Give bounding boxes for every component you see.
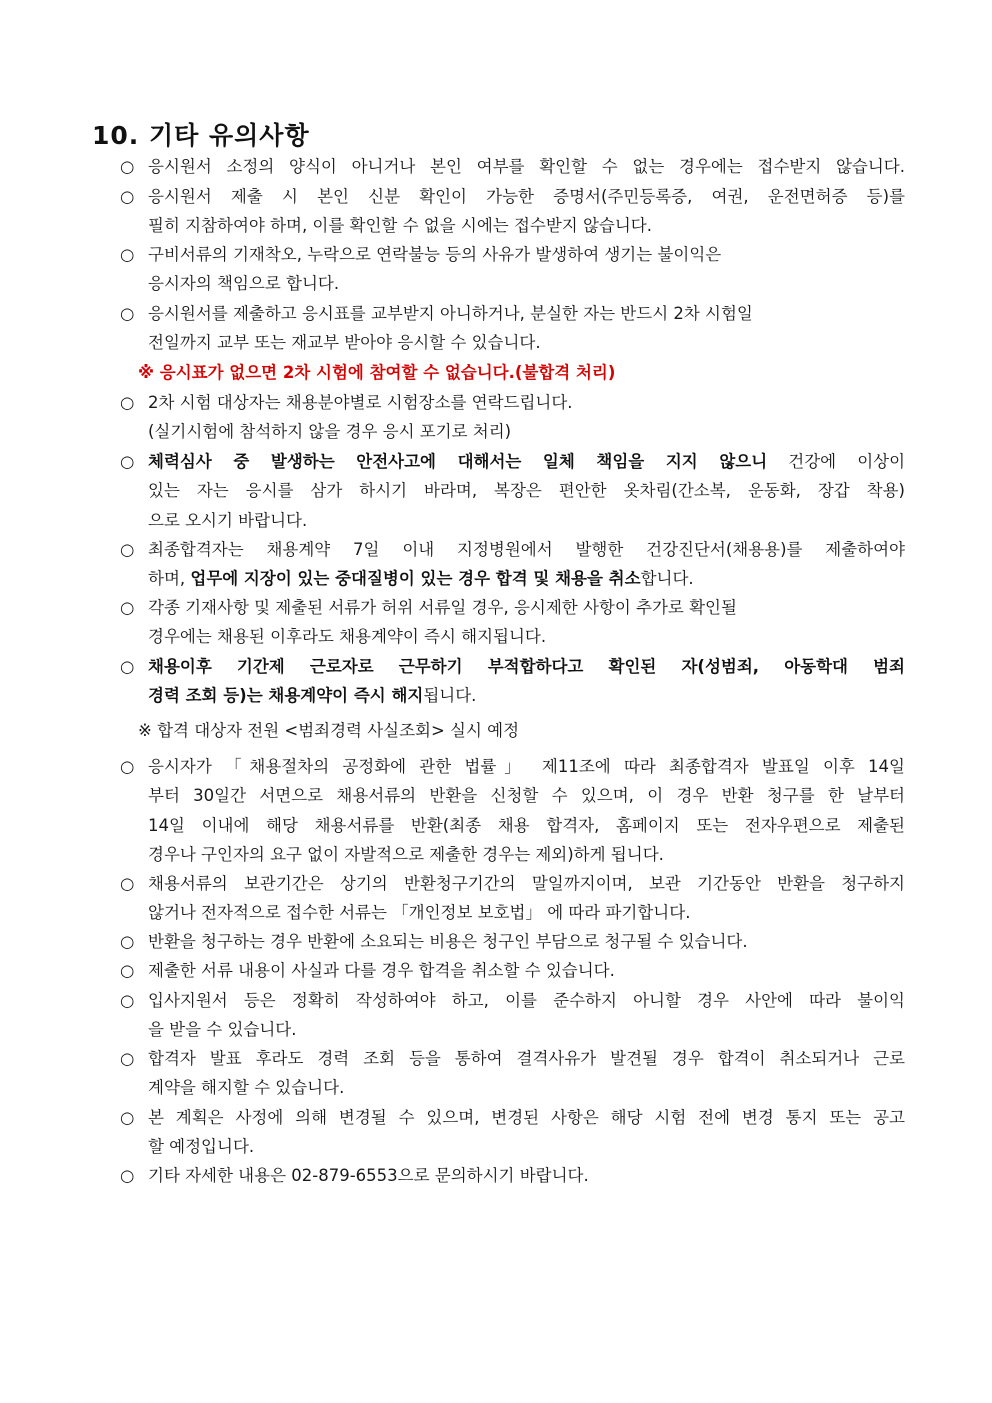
item-text: 응시자의 책임으로 합니다. bbox=[148, 274, 340, 294]
item-text: 최종합격자는 채용계약 7일 이내 지정병원에서 발행한 건강진단서(채용용)를 제출하여야 bbox=[148, 540, 905, 559]
item-text: 건강에 이상이 bbox=[767, 452, 906, 471]
bullet-icon: ○ bbox=[120, 1049, 135, 1068]
item-text: 할 예정입니다. bbox=[148, 1137, 255, 1157]
bullet-icon: ○ bbox=[120, 932, 135, 951]
item-text: 응시원서를 제출하고 응시표를 교부받지 아니하거나, 분실한 자는 반드시 2차 시험일 bbox=[148, 304, 753, 323]
item-text: 구비서류의 기재착오, 누락으로 연락불능 등의 사유가 발생하여 생기는 불이익은 bbox=[148, 245, 722, 264]
list-item bbox=[120, 182, 905, 241]
item-text: 전일까지 교부 또는 재교부 받아야 응시할 수 있습니다. bbox=[148, 333, 541, 353]
list-item bbox=[120, 927, 905, 956]
item-text-bold: 체력심사 중 발생하는 안전사고에 대해서는 일체 책임을 지지 않으니 bbox=[148, 452, 768, 471]
list-item bbox=[120, 299, 905, 358]
item-text: 으로 오시기 바랍니다. bbox=[148, 510, 308, 530]
item-text: 하며, bbox=[148, 569, 191, 589]
item-text: 응시원서 제출 시 본인 신분 확인이 가능한 증명서(주민등록증, 여권, 운전면허증 등)를 bbox=[148, 187, 905, 206]
item-text-bold: 경력 조회 등)는 채용계약이 즉시 해지 bbox=[148, 686, 424, 706]
item-text-bold: 업무에 지장이 있는 중대질병이 있는 경우 합격 및 채용을 취소 bbox=[190, 569, 641, 589]
bullet-icon: ○ bbox=[120, 187, 135, 206]
note-text: 합격 대상자 전원 <범죄경력 사실조회> 실시 예정 bbox=[157, 721, 520, 740]
bullet-icon: ○ bbox=[120, 961, 135, 980]
item-text: 을 받을 수 있습니다. bbox=[148, 1020, 297, 1040]
list-item bbox=[120, 956, 905, 985]
list-item bbox=[120, 240, 905, 299]
bullet-icon: ○ bbox=[120, 540, 135, 559]
item-text: 반환을 청구하는 경우 반환에 소요되는 비용은 청구인 부담으로 청구될 수 있습니다. bbox=[148, 932, 748, 951]
item-text: 필히 지참하여야 하며, 이를 확인할 수 없을 시에는 접수받지 않습니다. bbox=[148, 216, 652, 236]
item-text: 응시원서 소정의 양식이 아니거나 본인 여부를 확인할 수 없는 경우에는 접수받지 않습니다. bbox=[148, 157, 905, 176]
note-text: 응시표가 없으면 2차 시험에 참여할 수 없습니다.(불합격 처리) bbox=[159, 363, 616, 382]
list-item bbox=[120, 1161, 905, 1190]
item-text-bold: 채용이후 기간제 근로자로 근무하기 부적합하다고 확인된 자(성범죄, 아동학대 범죄 bbox=[148, 657, 905, 676]
item-text: 부터 30일간 서면으로 채용서류의 반환을 신청할 수 있으며, 이 경우 반환 청구를 한 날부터 bbox=[148, 786, 905, 806]
note-mark-icon: ※ bbox=[138, 721, 152, 740]
item-text: 합니다. bbox=[640, 569, 694, 589]
item-text: 합격자 발표 후라도 경력 조회 등을 통하여 결격사유가 발견될 경우 합격이 취소되거나 근로 bbox=[148, 1049, 905, 1068]
list-item bbox=[120, 152, 905, 181]
item-text: 경우에는 채용된 이후라도 채용계약이 즉시 해지됩니다. bbox=[148, 627, 547, 647]
bullet-icon: ○ bbox=[120, 157, 135, 176]
list-item bbox=[120, 652, 905, 711]
bullet-icon: ○ bbox=[120, 874, 135, 893]
section-title: 10. 기타 유의사항 bbox=[92, 121, 310, 150]
item-text: 응시자가 「채용절차의 공정화에 관한 법률」 제11조에 따라 최종합격자 발표일 이후 14일 bbox=[148, 757, 905, 776]
list-item bbox=[120, 447, 905, 535]
item-text: 채용서류의 보관기간은 상기의 반환청구기간의 말일까지이며, 보관 기간동안 반환을 청구하지 bbox=[148, 874, 905, 893]
note-mark-icon: ※ bbox=[138, 363, 155, 382]
bullet-icon: ○ bbox=[120, 1108, 135, 1127]
item-text: 됩니다. bbox=[423, 686, 477, 706]
list-item bbox=[120, 1103, 905, 1162]
item-text: 본 계획은 사정에 의해 변경될 수 있으며, 변경된 사항은 해당 시험 전에 변경 통지 또는 공고 bbox=[148, 1108, 905, 1127]
bullet-icon: ○ bbox=[120, 304, 135, 323]
bullet-icon: ○ bbox=[120, 452, 135, 471]
bullet-icon: ○ bbox=[120, 393, 135, 412]
bullet-icon: ○ bbox=[120, 598, 135, 617]
list-item bbox=[120, 986, 905, 1045]
list-item bbox=[120, 1044, 905, 1103]
item-text: 각종 기재사항 및 제출된 서류가 허위 서류일 경우, 응시제한 사항이 추가로 확인될 bbox=[148, 598, 737, 617]
list-item bbox=[120, 869, 905, 928]
warning-note bbox=[138, 358, 898, 387]
item-text: 있는 자는 응시를 삼가 하시기 바라며, 복장은 편안한 옷차림(간소복, 운동화, 장갑 착용) bbox=[148, 481, 905, 501]
bullet-icon: ○ bbox=[120, 245, 135, 264]
item-text: 기타 자세한 내용은 02-879-6553으로 문의하시기 바랍니다. bbox=[148, 1166, 589, 1185]
item-text: 계약을 해지할 수 있습니다. bbox=[148, 1078, 345, 1098]
list-item bbox=[120, 388, 905, 447]
info-note bbox=[138, 716, 898, 745]
bullet-icon: ○ bbox=[120, 991, 135, 1010]
bullet-icon: ○ bbox=[120, 1166, 135, 1185]
item-text: 않거나 전자적으로 접수한 서류는 「개인정보 보호법」 에 따라 파기합니다. bbox=[148, 903, 691, 923]
item-text: 2차 시험 대상자는 채용분야별로 시험장소를 연락드립니다. bbox=[148, 393, 573, 412]
list-item bbox=[120, 593, 905, 652]
item-text: 14일 이내에 해당 채용서류를 반환(최종 채용 합격자, 홈페이지 또는 전자우편으로 제출된 bbox=[148, 815, 905, 835]
bullet-icon: ○ bbox=[120, 657, 135, 676]
item-text: 경우나 구인자의 요구 없이 자발적으로 제출한 경우는 제외)하게 됩니다. bbox=[148, 844, 664, 864]
item-text: 입사지원서 등은 정확히 작성하여야 하고, 이를 준수하지 아니할 경우 사안에 따라 불이익 bbox=[148, 991, 905, 1010]
item-text: 제출한 서류 내용이 사실과 다를 경우 합격을 취소할 수 있습니다. bbox=[148, 961, 615, 980]
list-item bbox=[120, 535, 905, 594]
item-text: (실기시험에 참석하지 않을 경우 응시 포기로 처리) bbox=[148, 422, 512, 442]
bullet-icon: ○ bbox=[120, 757, 135, 776]
list-item bbox=[120, 752, 905, 869]
